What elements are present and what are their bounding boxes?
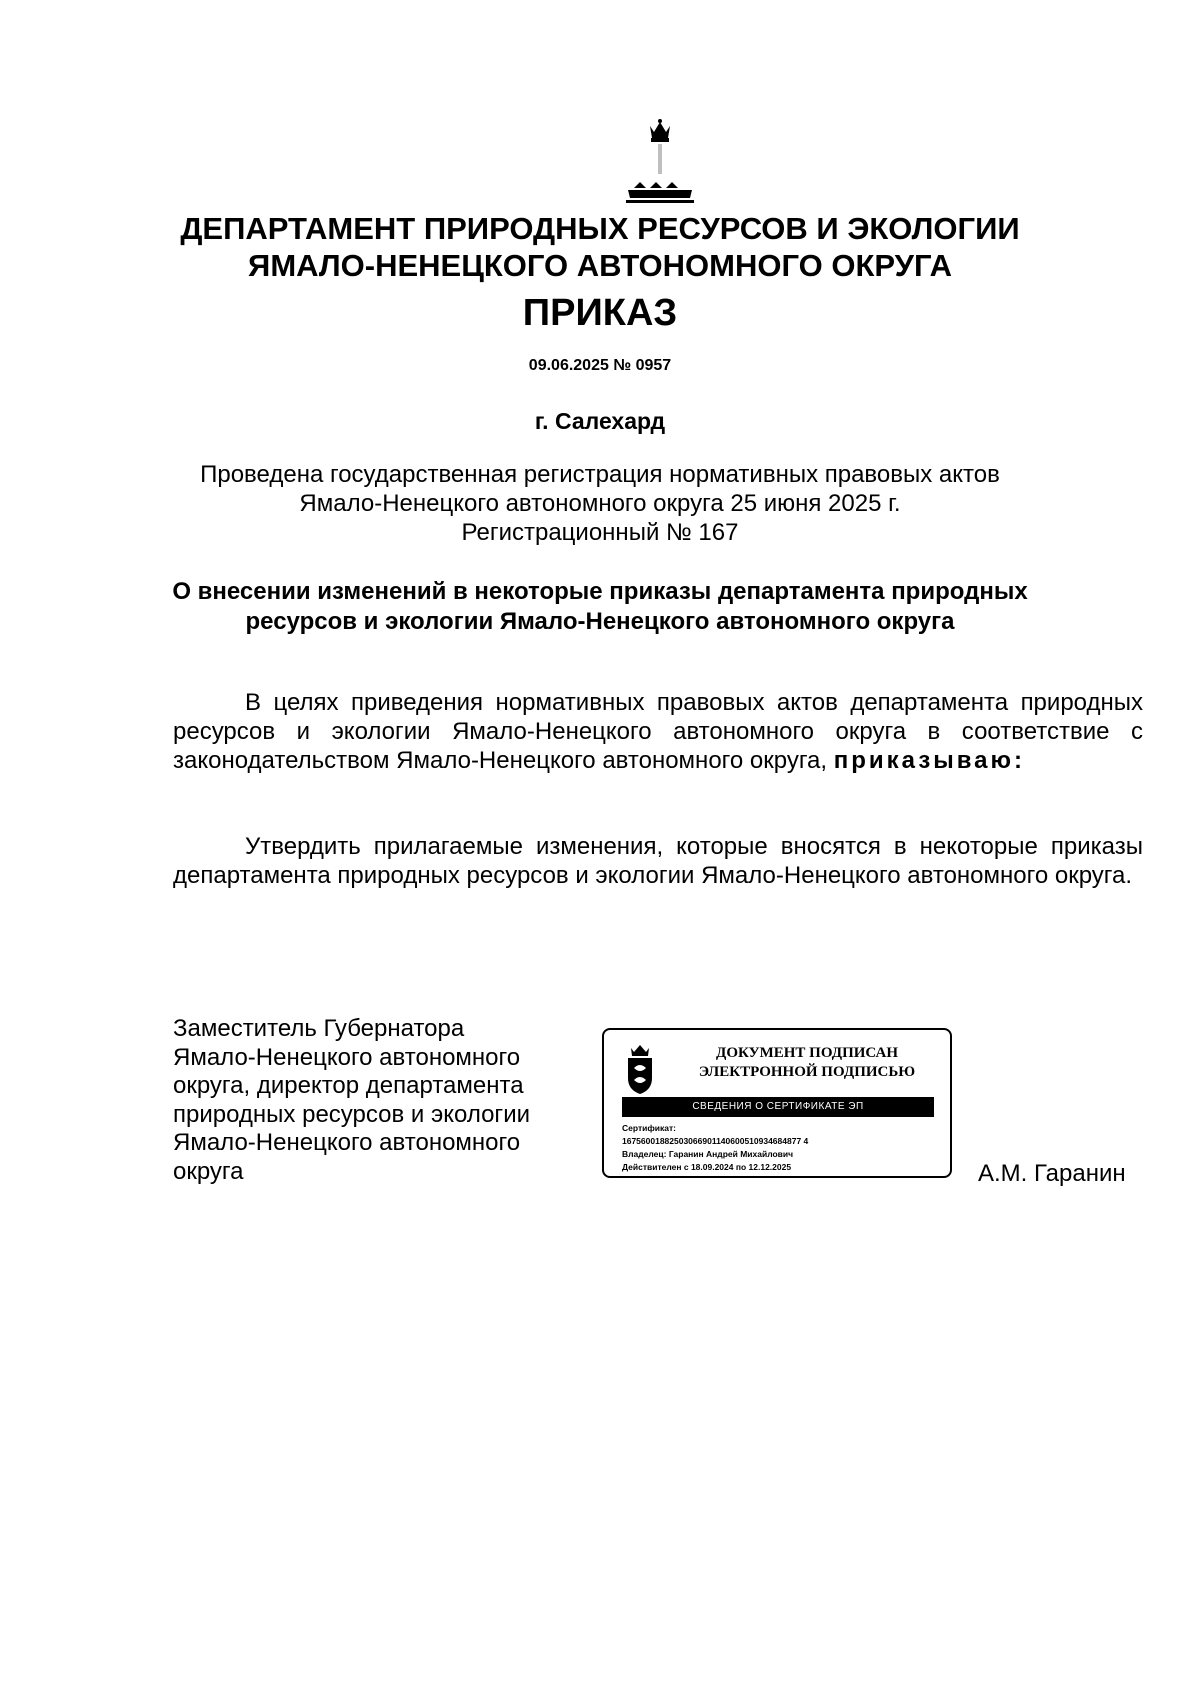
department-title-line2: ЯМАЛО-НЕНЕЦКОГО АВТОНОМНОГО ОКРУГА xyxy=(248,248,952,283)
registration-note xyxy=(0,460,1200,547)
department-title xyxy=(0,210,1200,284)
registration-line1: Проведена государственная регистрация нормативных правовых актов xyxy=(200,461,1000,488)
preamble-paragraph xyxy=(173,688,1143,775)
signer-position-line: Ямало-Ненецкого автономного xyxy=(173,1129,521,1156)
signer-position-line: округа, директор департамента xyxy=(173,1072,524,1099)
document-type: ПРИКАЗ xyxy=(522,292,678,334)
certificate-info-bar: СВЕДЕНИЯ О СЕРТИФИКАТЕ ЭП xyxy=(622,1097,934,1117)
order-text: Утвердить прилагаемые изменения, которые вносятся в некоторые приказы департамента природных ресурсов и экологии Ямало-Ненецкого автономного округа. xyxy=(173,833,1143,889)
signer-name: А.М. Гаранин xyxy=(978,1160,1126,1187)
registration-line2: Ямало-Ненецкого автономного округа 25 июня 2025 г. xyxy=(299,490,901,517)
city: г. Салехард xyxy=(534,408,666,434)
order-verb: приказываю: xyxy=(833,747,1026,774)
yamal-coat-of-arms-small-icon xyxy=(622,1044,658,1096)
subject-line2: ресурсов и экологии Ямало-Ненецкого автономного округа xyxy=(245,608,955,635)
yamal-coat-of-arms-icon xyxy=(620,118,700,210)
signer-position xyxy=(173,1015,593,1186)
electronic-signature-stamp xyxy=(602,1028,952,1178)
registration-line3: Регистрационный № 167 xyxy=(461,519,739,546)
stamp-title xyxy=(682,1044,932,1082)
stamp-title-line1: ДОКУМЕНТ ПОДПИСАН xyxy=(716,1045,898,1061)
signer-position-line: природных ресурсов и экологии xyxy=(173,1100,530,1128)
signer-position-line: округа xyxy=(173,1157,244,1185)
signer-position-line: Заместитель Губернатора xyxy=(173,1015,465,1042)
date-number: 09.06.2025 № 0957 xyxy=(528,357,672,374)
order-subject xyxy=(0,577,1200,637)
certificate-number: 16756001882503066901140600510934684877 4 xyxy=(622,1136,809,1146)
certificate-validity: Действителен с 18.09.2024 по 12.12.2025 xyxy=(622,1162,792,1172)
certificate-owner: Владелец: Гаранин Андрей Михайлович xyxy=(622,1149,794,1159)
subject-line1: О внесении изменений в некоторые приказы департамента природных xyxy=(172,578,1028,605)
order-paragraph xyxy=(173,832,1143,890)
signer-position-line: Ямало-Ненецкого автономного xyxy=(173,1043,521,1071)
stamp-title-line2: ЭЛЕКТРОННОЙ ПОДПИСЬЮ xyxy=(698,1064,916,1080)
preamble-text: В целях приведения нормативных правовых актов департамента природных ресурсов и экологии Ямало-Ненецкого автономного округа в соответствие с законодательством Ямало-Ненецкого автономного округа, xyxy=(173,689,1143,774)
department-title-line1: ДЕПАРТАМЕНТ ПРИРОДНЫХ РЕСУРСОВ И ЭКОЛОГИИ xyxy=(180,211,1020,246)
certificate-label: Сертификат: xyxy=(622,1123,676,1133)
